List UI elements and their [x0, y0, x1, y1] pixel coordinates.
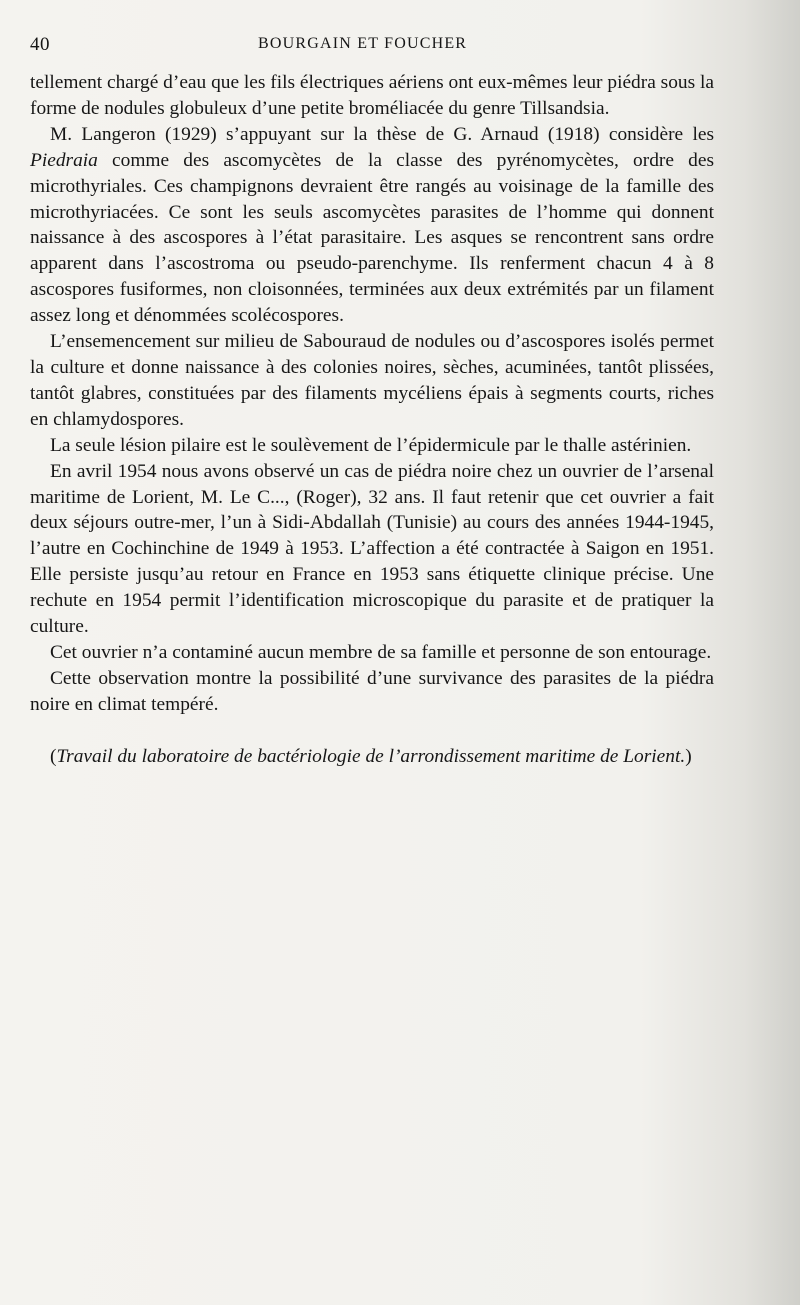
article-body — [30, 70, 714, 770]
page-number: 40 — [30, 34, 50, 55]
running-title: BOURGAIN ET FOUCHER — [258, 35, 468, 52]
paragraph-lesion: La seule lésion pilaire est le soulèvement de l’épidermicule par le thalle astérinien. — [50, 434, 692, 456]
paragraph-langeron-end: comme des ascomycètes de la classe des pyrénomycètes, ordre des microthyriales. Ces champignons devraient être rangés au voisinage de la famille des microthyriacées. Ce sont les seuls ascomycètes parasites de l’homme qui donnent naissance à des ascospores à l’état parasitaire. Les asques se rencontrent sans ordre apparent dans l’ascostroma ou pseudo-parenchyme. Ils renferment chacun 4 à 8 ascospores fusiformes, non cloisonnées, terminées aux deux extrémités par un filament assez long et dénommées scolécospores. — [30, 149, 714, 327]
genus-name-piedraia: Piedraia — [30, 149, 98, 171]
paragraph-case-report: En avril 1954 nous avons observé un cas de piédra noire chez un ouvrier de l’arsenal maritime de Lorient, M. Le C..., (Roger), 32 ans. Il faut retenir que cet ouvrier a fait deux séjours outre-mer, l’un à Sidi-Abdallah (Tunisie) au cours des années 1944-1945, l’autre en Cochinchine de 1949 à 1953. L’affection a été contractée à Saigon en 1951. Elle persiste jusqu’au retour en France en 1953 sans étiquette clinique précise. Une rechute en 1954 permit l’identification microscopique du parasite et de pratiquer la culture. — [30, 460, 714, 638]
laboratory-credit — [30, 744, 714, 770]
credit-open-paren: ( — [50, 745, 57, 767]
paragraph-contamination: Cet ouvrier n’a contaminé aucun membre de sa famille et personne de son entourage. — [50, 641, 712, 663]
credit-close-paren: ) — [685, 745, 692, 767]
paragraph-langeron — [30, 122, 714, 329]
paragraph-conclusion: Cette observation montre la possibilité d’une survivance des parasites de la piédra noire en climat tempéré. — [30, 667, 714, 715]
running-head — [30, 34, 730, 60]
paragraph-continuation: tellement chargé d’eau que les fils électriques aériens ont eux-mêmes leur piédra sous la forme de nodules globuleux d’une petite broméliacée du genre Tillsandsia. — [30, 72, 714, 119]
credit-text: Travail du laboratoire de bactériologie de l’arrondissement maritime de Lorient. — [56, 745, 686, 767]
paragraph-culture: L’ensemencement sur milieu de Sabouraud de nodules ou d’ascospores isolés permet la culture et donne naissance à des colonies noires, sèches, acuminées, tantôt plissées, tantôt glabres, constituées par des filaments mycéliens épais à segments courts, riches en chlamydospores. — [30, 331, 714, 430]
paragraph-langeron-start: M. Langeron (1929) s’appuyant sur la thèse de G. Arnaud (1918) considère les — [50, 123, 714, 145]
